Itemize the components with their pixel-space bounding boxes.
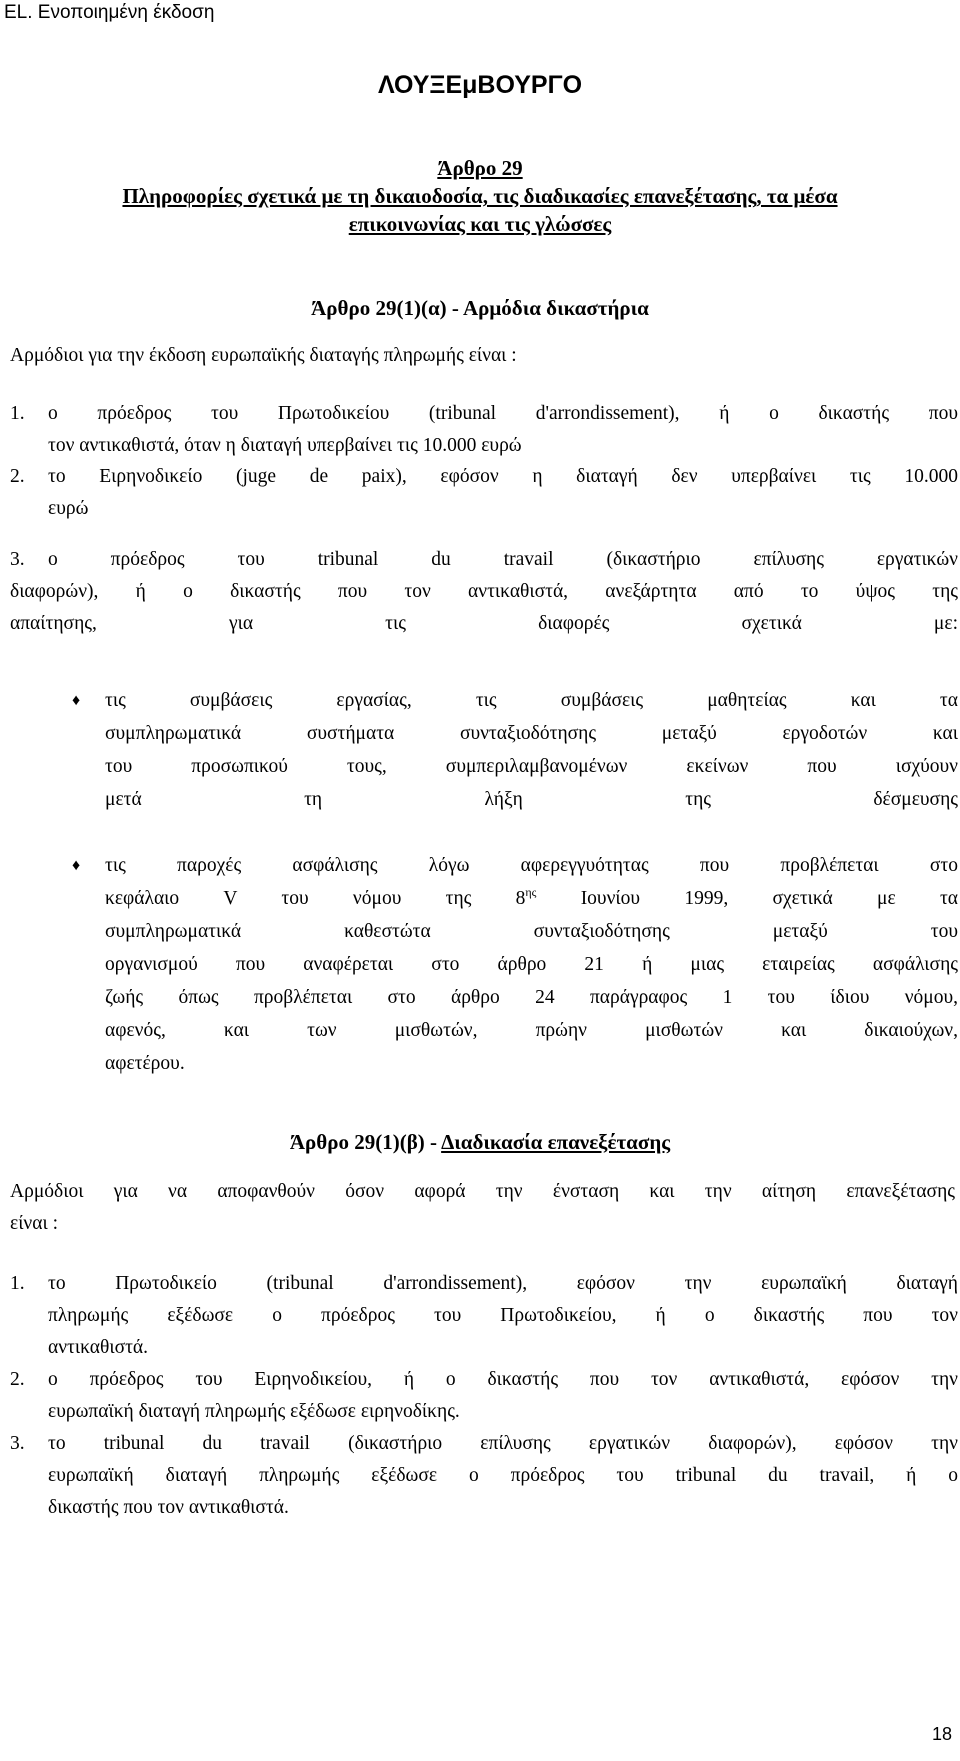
bullet-line: οργανισμού που αναφέρεται στο άρθρο 21 ή μιας εταιρείας ασφάλισης [105,954,958,975]
item-number: 2. [10,466,25,487]
item-line: διαφορών), ή ο δικαστής που τον αντικαθιστά, ανεξάρτητα από το ύψος της [10,581,958,602]
item-number: 3. [10,1433,25,1454]
item-line: ο πρόεδρος του tribunal du travail (δικαστήριο επίλυσης εργατικών [48,549,958,570]
item-line: πληρωμής εξέδωσε ο πρόεδρος του Πρωτοδικείου, ή ο δικαστής που τον [48,1305,958,1326]
bullet-line [105,882,958,915]
article-heading [0,154,960,238]
item-line: αντικαθιστά. [48,1337,149,1358]
bullet-line: τις συμβάσεις εργασίας, τις συμβάσεις μαθητείας και τα [105,690,958,711]
article-title-line2: επικοινωνίας και τις γλώσσες [348,212,612,236]
edition-header: EL. Ενοποιημένη έκδοση [4,2,215,23]
section-b-intro [10,1176,955,1240]
item-number: 3. [10,549,25,570]
item-line: το Ειρηνοδικείο (juge de paix), εφόσον η διαταγή δεν υπερβαίνει τις 10.000 [48,466,958,487]
item-line: ο πρόεδρος του Πρωτοδικείου (tribunal d'arrondissement), ή ο δικαστής που [48,403,958,424]
section-b-heading-prefix: Άρθρο 29(1)(β) - [289,1130,442,1154]
bullet-insolvency-benefits [72,849,958,1080]
intro-line: Αρμόδιοι για να αποφανθούν όσον αφορά την ένσταση και την αίτηση επανεξέτασης [10,1181,955,1202]
item-number: 2. [10,1369,25,1390]
item-line: το tribunal du travail (δικαστήριο επίλυσης εργατικών διαφορών), εφόσον την [48,1433,958,1454]
item-line: ευρώ [48,498,89,519]
section-a-intro: Αρμόδιοι για την έκδοση ευρωπαϊκής διαταγής πληρωμής είναι : [10,345,517,366]
intro-line: είναι : [10,1213,59,1234]
section-a-item-1 [10,398,958,462]
item-number: 1. [10,403,25,424]
section-a-heading: Άρθρο 29(1)(α) - Αρμόδια δικαστήρια [311,296,649,320]
item-line: τον αντικαθιστά, όταν η διαταγή υπερβαίνει τις 10.000 ευρώ [48,435,522,456]
section-a-item-3-cont [10,576,958,640]
bullet-line: τις παροχές ασφάλισης λόγω αφερεγγυότητας που προβλέπεται στο [105,855,958,876]
item-number: 1. [10,1273,25,1294]
bullet-line: μετά τη λήξη της δέσμευσης [105,789,958,810]
section-b-item-2 [10,1364,958,1428]
bullet-icon: ♦ [72,857,81,874]
page-number: 18 [931,1724,952,1744]
item-line: το Πρωτοδικείο (tribunal d'arrondissement), εφόσον την ευρωπαϊκή διαταγή [48,1273,958,1294]
item-line: ευρωπαϊκή διαταγή πληρωμής εξέδωσε ο πρόεδρος του tribunal du travail, ή ο [48,1465,958,1486]
item-line: δικαστής που τον αντικαθιστά. [48,1497,289,1518]
country-title: ΛΟΥΞΕμΒΟΥΡΓΟ [377,71,583,99]
ordinal-superscript: ης [525,885,537,899]
item-line: ευρωπαϊκή διαταγή πληρωμής εξέδωσε ειρηνοδίκης. [48,1401,460,1422]
bullet-line: αφενός, και των μισθωτών, πρώην μισθωτών και δικαιούχων, [105,1020,958,1041]
item-line: ο πρόεδρος του Ειρηνοδικείου, ή ο δικαστής που τον αντικαθιστά, εφόσον την [48,1369,958,1390]
bullet-line: ζωής όπως προβλέπεται στο άρθρο 24 παράγραφος 1 του ίδιου νόμου, [105,987,958,1008]
section-b-item-3 [10,1428,958,1524]
bullet-line: συμπληρωματικά καθεστώτα συνταξιοδότησης μεταξύ του [105,921,958,942]
bullet-employment-contracts [72,684,958,816]
section-b-item-1 [10,1268,958,1364]
section-b-heading-underlined: Διαδικασία επανεξέτασης [441,1130,671,1154]
section-b-heading [0,1130,960,1155]
bullet-line-part: κεφάλαιο V του νόμου της 8 [105,888,526,909]
section-a-item-2 [10,461,958,525]
bullet-line-part: Ιουνίου 1999, σχετικά με τα [536,888,958,909]
bullet-line: συμπληρωματικά συστήματα συνταξιοδότησης μεταξύ εργοδοτών και [105,723,958,744]
article-number: Άρθρο 29 [437,156,523,180]
article-title-line1: Πληροφορίες σχετικά με τη δικαιοδοσία, τις διαδικασίες επανεξέτασης, τα μέσα [122,184,838,208]
bullet-line: αφετέρου. [105,1053,185,1074]
section-a-item-3 [10,544,958,576]
bullet-line: του προσωπικού τους, συμπεριλαμβανομένων εκείνων που ισχύουν [105,756,958,777]
bullet-icon: ♦ [72,692,81,709]
item-line: απαίτησης, για τις διαφορές σχετικά με: [10,613,958,634]
